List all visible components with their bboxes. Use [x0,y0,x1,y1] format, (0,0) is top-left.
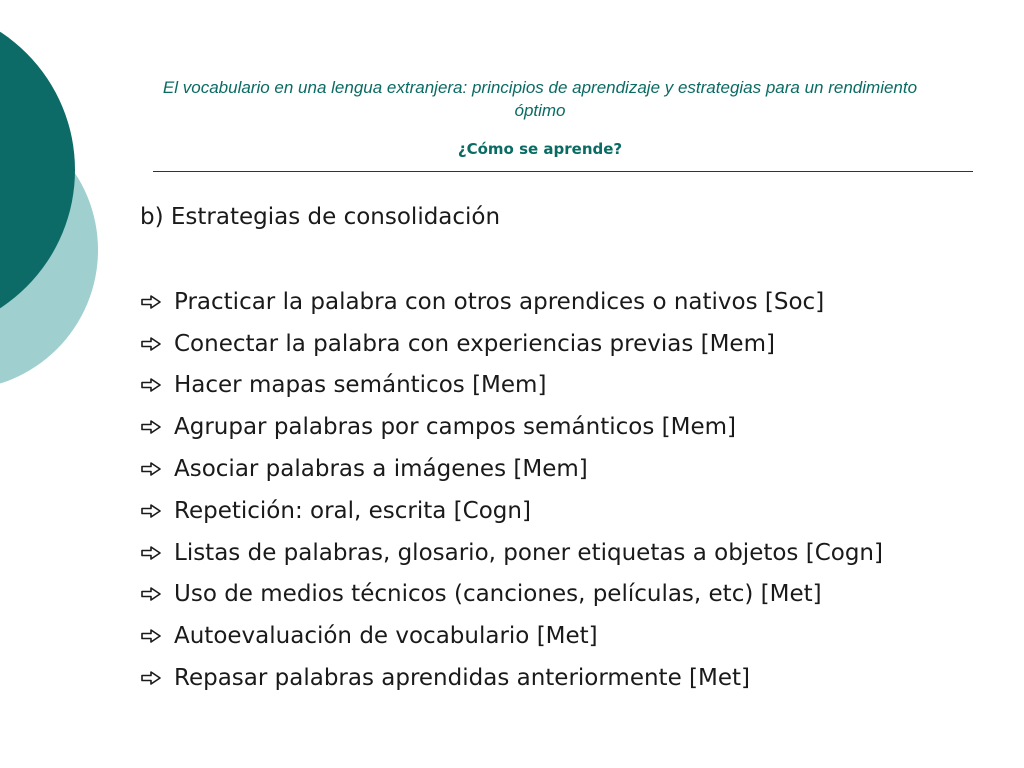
right-arrow-outline-icon [140,670,166,686]
right-arrow-outline-icon [140,586,166,602]
right-arrow-outline-icon [140,294,166,310]
header-divider [153,171,973,172]
right-arrow-outline-icon [140,336,166,352]
list-item [140,657,883,699]
list-item [140,406,883,448]
right-arrow-outline-icon [140,461,166,477]
list-item [140,323,883,365]
list-item [140,281,883,323]
list-item [140,574,883,616]
list-item [140,490,883,532]
list-item-text: Listas de palabras, glosario, poner etiquetas a objetos [Cogn] [174,539,883,566]
list-item-text: Repetición: oral, escrita [Cogn] [174,497,531,524]
strategy-list [140,281,883,699]
list-item-text: Practicar la palabra con otros aprendices o nativos [Soc] [174,288,825,315]
list-item-text: Conectar la palabra con experiencias previas [Mem] [174,330,775,357]
list-item-text: Autoevaluación de vocabulario [Met] [174,623,598,650]
section-heading: b) Estrategias de consolidación [140,204,501,230]
list-item-text: Hacer mapas semánticos [Mem] [174,372,547,399]
list-item-text: Repasar palabras aprendidas anteriormente [Met] [174,665,750,692]
right-arrow-outline-icon [140,628,166,644]
right-arrow-outline-icon [140,503,166,519]
right-arrow-outline-icon [140,545,166,561]
list-item [140,365,883,407]
list-item [140,448,883,490]
slide-title: El vocabulario en una lengua extranjera: principios de aprendizaje y estrategias para un rendimiento óptimo [162,78,918,120]
list-item-text: Asociar palabras a imágenes [Mem] [174,456,588,483]
decorative-circles [0,0,110,420]
list-item-text: Uso de medios técnicos (canciones, películas, etc) [Met] [174,581,822,608]
slide-subtitle: ¿Cómo se aprende? [457,140,623,158]
list-item [140,532,883,574]
list-item [140,615,883,657]
right-arrow-outline-icon [140,377,166,393]
right-arrow-outline-icon [140,419,166,435]
list-item-text: Agrupar palabras por campos semánticos [Mem] [174,414,736,441]
